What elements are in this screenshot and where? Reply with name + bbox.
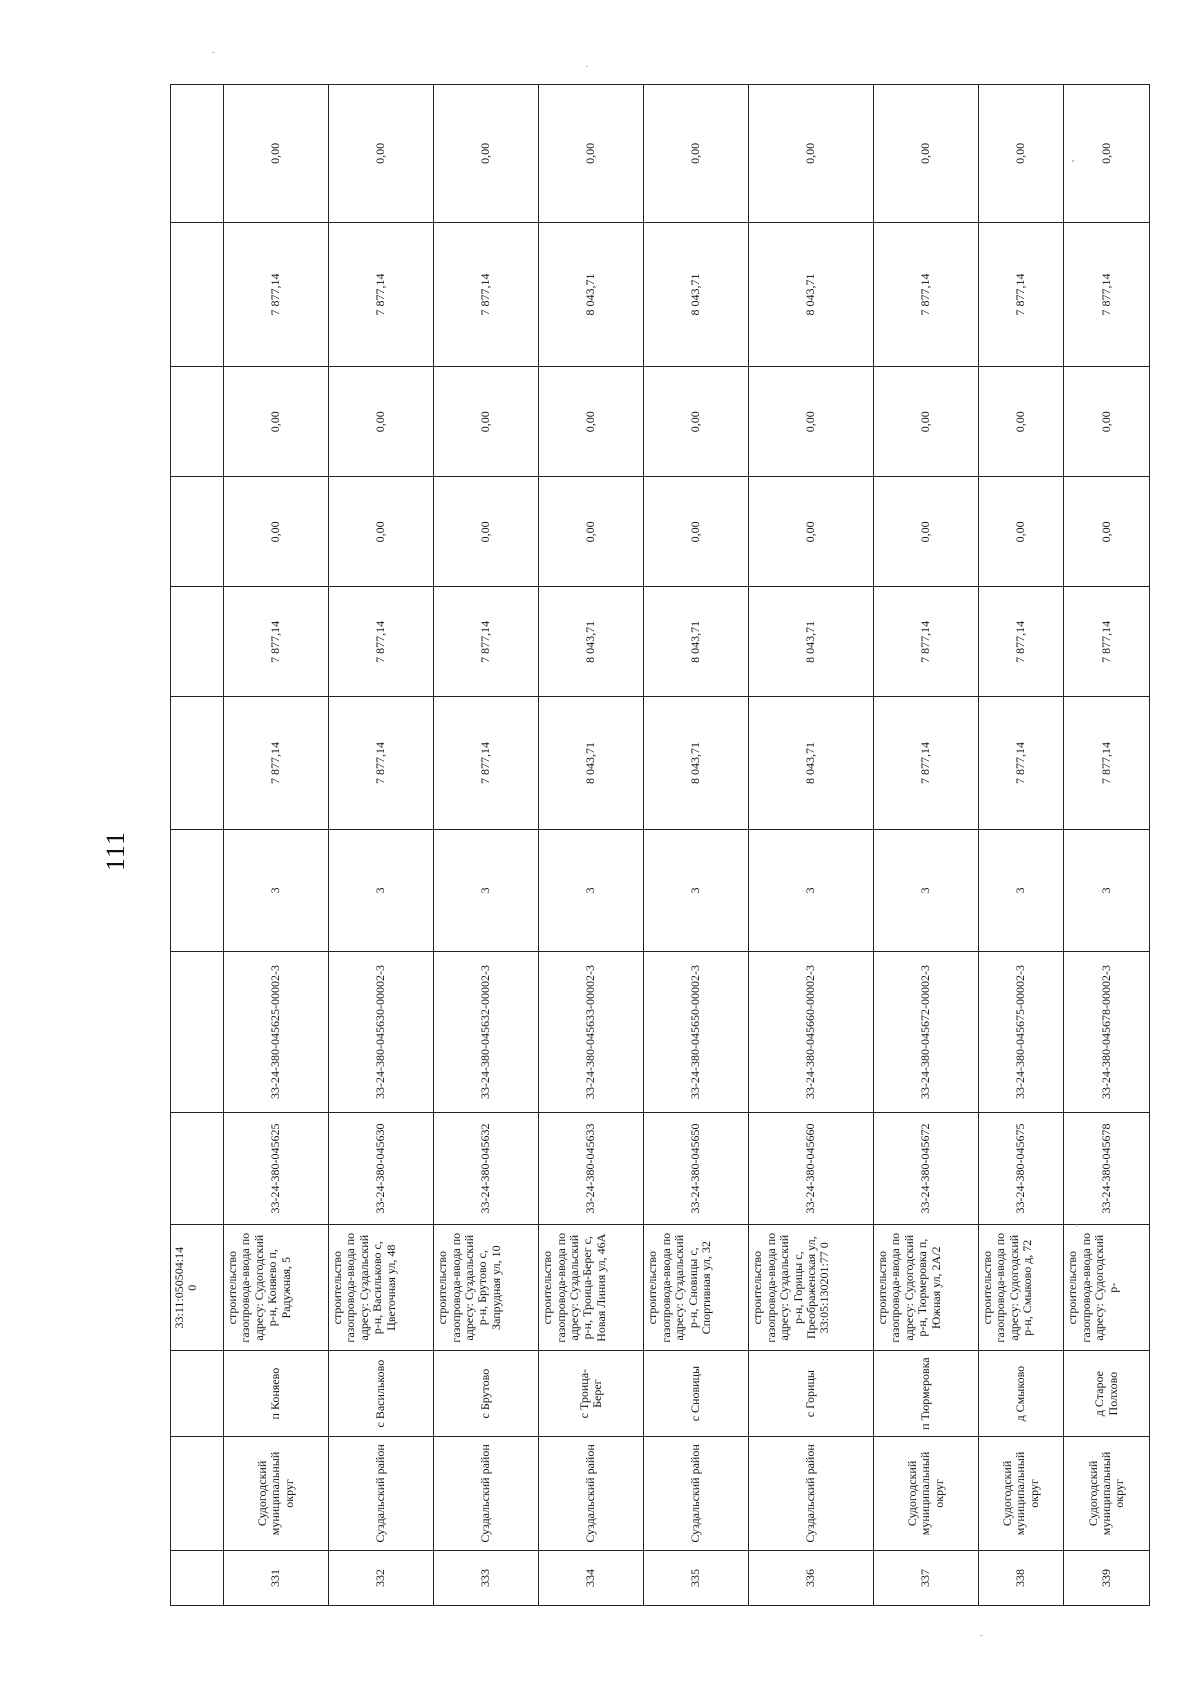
amount-5-cell: 7 877,14	[224, 222, 329, 367]
description-cell: строительство газопровода-ввода по адресу: Суздальский р-н, Горицы с, Преображенская ул, 33:05:130201:77 0	[749, 1225, 874, 1351]
description-cell: строительство газопровода-ввода по адресу: Судогодский р-н, Коняево п, Радужная, 5	[224, 1225, 329, 1351]
table-row	[1064, 85, 1150, 1606]
amount-6-cell: 0,00	[329, 85, 434, 223]
row-number-cell: 331	[224, 1551, 329, 1606]
district-cell: Суздальский район	[644, 1436, 749, 1550]
locality-cell: п Коняево	[224, 1351, 329, 1437]
table-row	[978, 85, 1064, 1606]
registry-number-cell: 33-24-380-045633-00002-3	[539, 952, 644, 1113]
registry-number-cell: 33-24-380-045650-00002-3	[644, 952, 749, 1113]
category-cell: 3	[329, 829, 434, 951]
amount-4-cell: 0,00	[539, 367, 644, 477]
amount-1-cell: 7 877,14	[978, 697, 1064, 829]
amount-3-cell: 0,00	[749, 477, 874, 587]
amount-6-cell: 0,00	[644, 85, 749, 223]
header-num-cell	[171, 1551, 224, 1606]
category-cell: 3	[978, 829, 1064, 951]
header-district-cell	[171, 1436, 224, 1550]
header-cat-cell	[171, 829, 224, 951]
object-code-cell: 33-24-380-045675	[978, 1112, 1064, 1224]
description-cell: строительство газопровода-ввода по адресу: Суздальский р-н, Сновицы с, Спортивная ул, 32	[644, 1225, 749, 1351]
district-cell: Суздальский район	[329, 1436, 434, 1550]
amount-2-cell: 8 043,71	[644, 587, 749, 697]
header-code-cell	[171, 1112, 224, 1224]
registry-number-cell: 33-24-380-045632-00002-3	[434, 952, 539, 1113]
amount-6-cell: 0,00	[224, 85, 329, 223]
amount-2-cell: 8 043,71	[749, 587, 874, 697]
category-cell: 3	[873, 829, 978, 951]
amount-2-cell: 7 877,14	[434, 587, 539, 697]
table-rotator	[170, 84, 1150, 1606]
registry-number-cell: 33-24-380-045675-00002-3	[978, 952, 1064, 1113]
header-v6-cell	[171, 85, 224, 223]
amount-6-cell: 0,00	[539, 85, 644, 223]
category-cell: 3	[224, 829, 329, 951]
object-code-cell: 33-24-380-045630	[329, 1112, 434, 1224]
district-cell: Суздальский район	[434, 1436, 539, 1550]
table-row	[749, 85, 874, 1606]
page-number: 111	[101, 830, 131, 872]
scan-speck	[586, 66, 588, 67]
amount-1-cell: 7 877,14	[1064, 697, 1150, 829]
object-code-cell: 33-24-380-045650	[644, 1112, 749, 1224]
amount-4-cell: 0,00	[644, 367, 749, 477]
amount-4-cell: 0,00	[434, 367, 539, 477]
amount-3-cell: 0,00	[329, 477, 434, 587]
amount-5-cell: 7 877,14	[329, 222, 434, 367]
locality-cell: п Тюрмеровка	[873, 1351, 978, 1437]
row-number-cell: 332	[329, 1551, 434, 1606]
rotated-table-frame	[170, 84, 1150, 1606]
category-cell: 3	[1064, 829, 1150, 951]
header-v4-cell	[171, 367, 224, 477]
row-number-cell: 335	[644, 1551, 749, 1606]
district-cell: Судогодский муниципальный округ	[224, 1436, 329, 1550]
scan-speck	[1076, 1224, 1078, 1226]
scan-speck	[212, 52, 215, 53]
header-description-cell: 33:11:050504:14 0	[171, 1225, 224, 1351]
amount-1-cell: 8 043,71	[539, 697, 644, 829]
amount-3-cell: 0,00	[434, 477, 539, 587]
category-cell: 3	[644, 829, 749, 951]
row-number-cell: 333	[434, 1551, 539, 1606]
district-cell: Суздальский район	[539, 1436, 644, 1550]
header-row	[171, 85, 224, 1606]
amount-6-cell: 0,00	[978, 85, 1064, 223]
amount-3-cell: 0,00	[1064, 477, 1150, 587]
data-table	[170, 84, 1150, 1606]
category-cell: 3	[539, 829, 644, 951]
header-locality-cell	[171, 1351, 224, 1437]
amount-6-cell: 0,00	[749, 85, 874, 223]
table-row	[224, 85, 329, 1606]
amount-6-cell: 0,00	[1064, 85, 1150, 223]
locality-cell: с Брутово	[434, 1351, 539, 1437]
locality-cell: с Горицы	[749, 1351, 874, 1437]
description-cell: строительство газопровода-ввода по адресу: Судогодский р-н, Смыково д, 72	[978, 1225, 1064, 1351]
amount-2-cell: 8 043,71	[539, 587, 644, 697]
registry-number-cell: 33-24-380-045660-00002-3	[749, 952, 874, 1113]
amount-2-cell: 7 877,14	[978, 587, 1064, 697]
locality-cell: д Смыково	[978, 1351, 1064, 1437]
amount-5-cell: 8 043,71	[644, 222, 749, 367]
scan-speck	[980, 1635, 983, 1636]
description-cell: строительство газопровода-ввода по адресу: Суздальский р-н, Троица-Берег с, Новая Линия ул, 46А	[539, 1225, 644, 1351]
amount-1-cell: 8 043,71	[644, 697, 749, 829]
amount-1-cell: 7 877,14	[329, 697, 434, 829]
amount-4-cell: 0,00	[1064, 367, 1150, 477]
object-code-cell: 33-24-380-045632	[434, 1112, 539, 1224]
header-v5-cell	[171, 222, 224, 367]
amount-5-cell: 8 043,71	[749, 222, 874, 367]
category-cell: 3	[434, 829, 539, 951]
table-row	[873, 85, 978, 1606]
object-code-cell: 33-24-380-045660	[749, 1112, 874, 1224]
amount-4-cell: 0,00	[329, 367, 434, 477]
amount-3-cell: 0,00	[644, 477, 749, 587]
description-cell: строительство газопровода-ввода по адресу: Суздальский р-н, Васильково с, Цветочная ул, 48	[329, 1225, 434, 1351]
object-code-cell: 33-24-380-045633	[539, 1112, 644, 1224]
district-cell: Судогодский муниципальный округ	[978, 1436, 1064, 1550]
scan-speck	[1072, 160, 1074, 162]
amount-3-cell: 0,00	[539, 477, 644, 587]
object-code-cell: 33-24-380-045678	[1064, 1112, 1150, 1224]
locality-cell: с Троица-Берег	[539, 1351, 644, 1437]
district-cell: Судогодский муниципальный округ	[1064, 1436, 1150, 1550]
header-v3-cell	[171, 477, 224, 587]
locality-cell: с Сновицы	[644, 1351, 749, 1437]
locality-cell: с Васильково	[329, 1351, 434, 1437]
category-cell: 3	[749, 829, 874, 951]
district-cell: Суздальский район	[749, 1436, 874, 1550]
amount-2-cell: 7 877,14	[224, 587, 329, 697]
amount-4-cell: 0,00	[224, 367, 329, 477]
header-reg-cell	[171, 952, 224, 1113]
table-body	[171, 85, 1150, 1606]
amount-1-cell: 7 877,14	[873, 697, 978, 829]
header-v2-cell	[171, 587, 224, 697]
registry-number-cell: 33-24-380-045625-00002-3	[224, 952, 329, 1113]
district-cell: Судогодский муниципальный округ	[873, 1436, 978, 1550]
object-code-cell: 33-24-380-045672	[873, 1112, 978, 1224]
header-v1-cell	[171, 697, 224, 829]
amount-2-cell: 7 877,14	[1064, 587, 1150, 697]
row-number-cell: 336	[749, 1551, 874, 1606]
object-code-cell: 33-24-380-045625	[224, 1112, 329, 1224]
registry-number-cell: 33-24-380-045678-00002-3	[1064, 952, 1150, 1113]
amount-6-cell: 0,00	[434, 85, 539, 223]
description-cell: строительство газопровода-ввода по адресу: Суздальский р-н, Брутово с, Запрудная ул, 10	[434, 1225, 539, 1351]
amount-5-cell: 8 043,71	[539, 222, 644, 367]
amount-1-cell: 7 877,14	[434, 697, 539, 829]
amount-4-cell: 0,00	[978, 367, 1064, 477]
row-number-cell: 339	[1064, 1551, 1150, 1606]
amount-5-cell: 7 877,14	[434, 222, 539, 367]
amount-1-cell: 7 877,14	[224, 697, 329, 829]
amount-4-cell: 0,00	[873, 367, 978, 477]
amount-2-cell: 7 877,14	[329, 587, 434, 697]
locality-cell: д Старое Полхово	[1064, 1351, 1150, 1437]
registry-number-cell: 33-24-380-045672-00002-3	[873, 952, 978, 1113]
amount-4-cell: 0,00	[749, 367, 874, 477]
table-row	[434, 85, 539, 1606]
amount-3-cell: 0,00	[224, 477, 329, 587]
amount-2-cell: 7 877,14	[873, 587, 978, 697]
amount-3-cell: 0,00	[978, 477, 1064, 587]
row-number-cell: 334	[539, 1551, 644, 1606]
description-cell: строительство газопровода-ввода по адресу: Судогодский р-	[1064, 1225, 1150, 1351]
table-row	[329, 85, 434, 1606]
amount-5-cell: 7 877,14	[873, 222, 978, 367]
amount-6-cell: 0,00	[873, 85, 978, 223]
row-number-cell: 337	[873, 1551, 978, 1606]
amount-3-cell: 0,00	[873, 477, 978, 587]
table-row	[644, 85, 749, 1606]
amount-5-cell: 7 877,14	[1064, 222, 1150, 367]
registry-number-cell: 33-24-380-045630-00002-3	[329, 952, 434, 1113]
description-cell: строительство газопровода-ввода по адресу: Судогодский р-н, Тюрмеровка п, Южная ул, 2А/2	[873, 1225, 978, 1351]
row-number-cell: 338	[978, 1551, 1064, 1606]
amount-5-cell: 7 877,14	[978, 222, 1064, 367]
amount-1-cell: 8 043,71	[749, 697, 874, 829]
table-row	[539, 85, 644, 1606]
